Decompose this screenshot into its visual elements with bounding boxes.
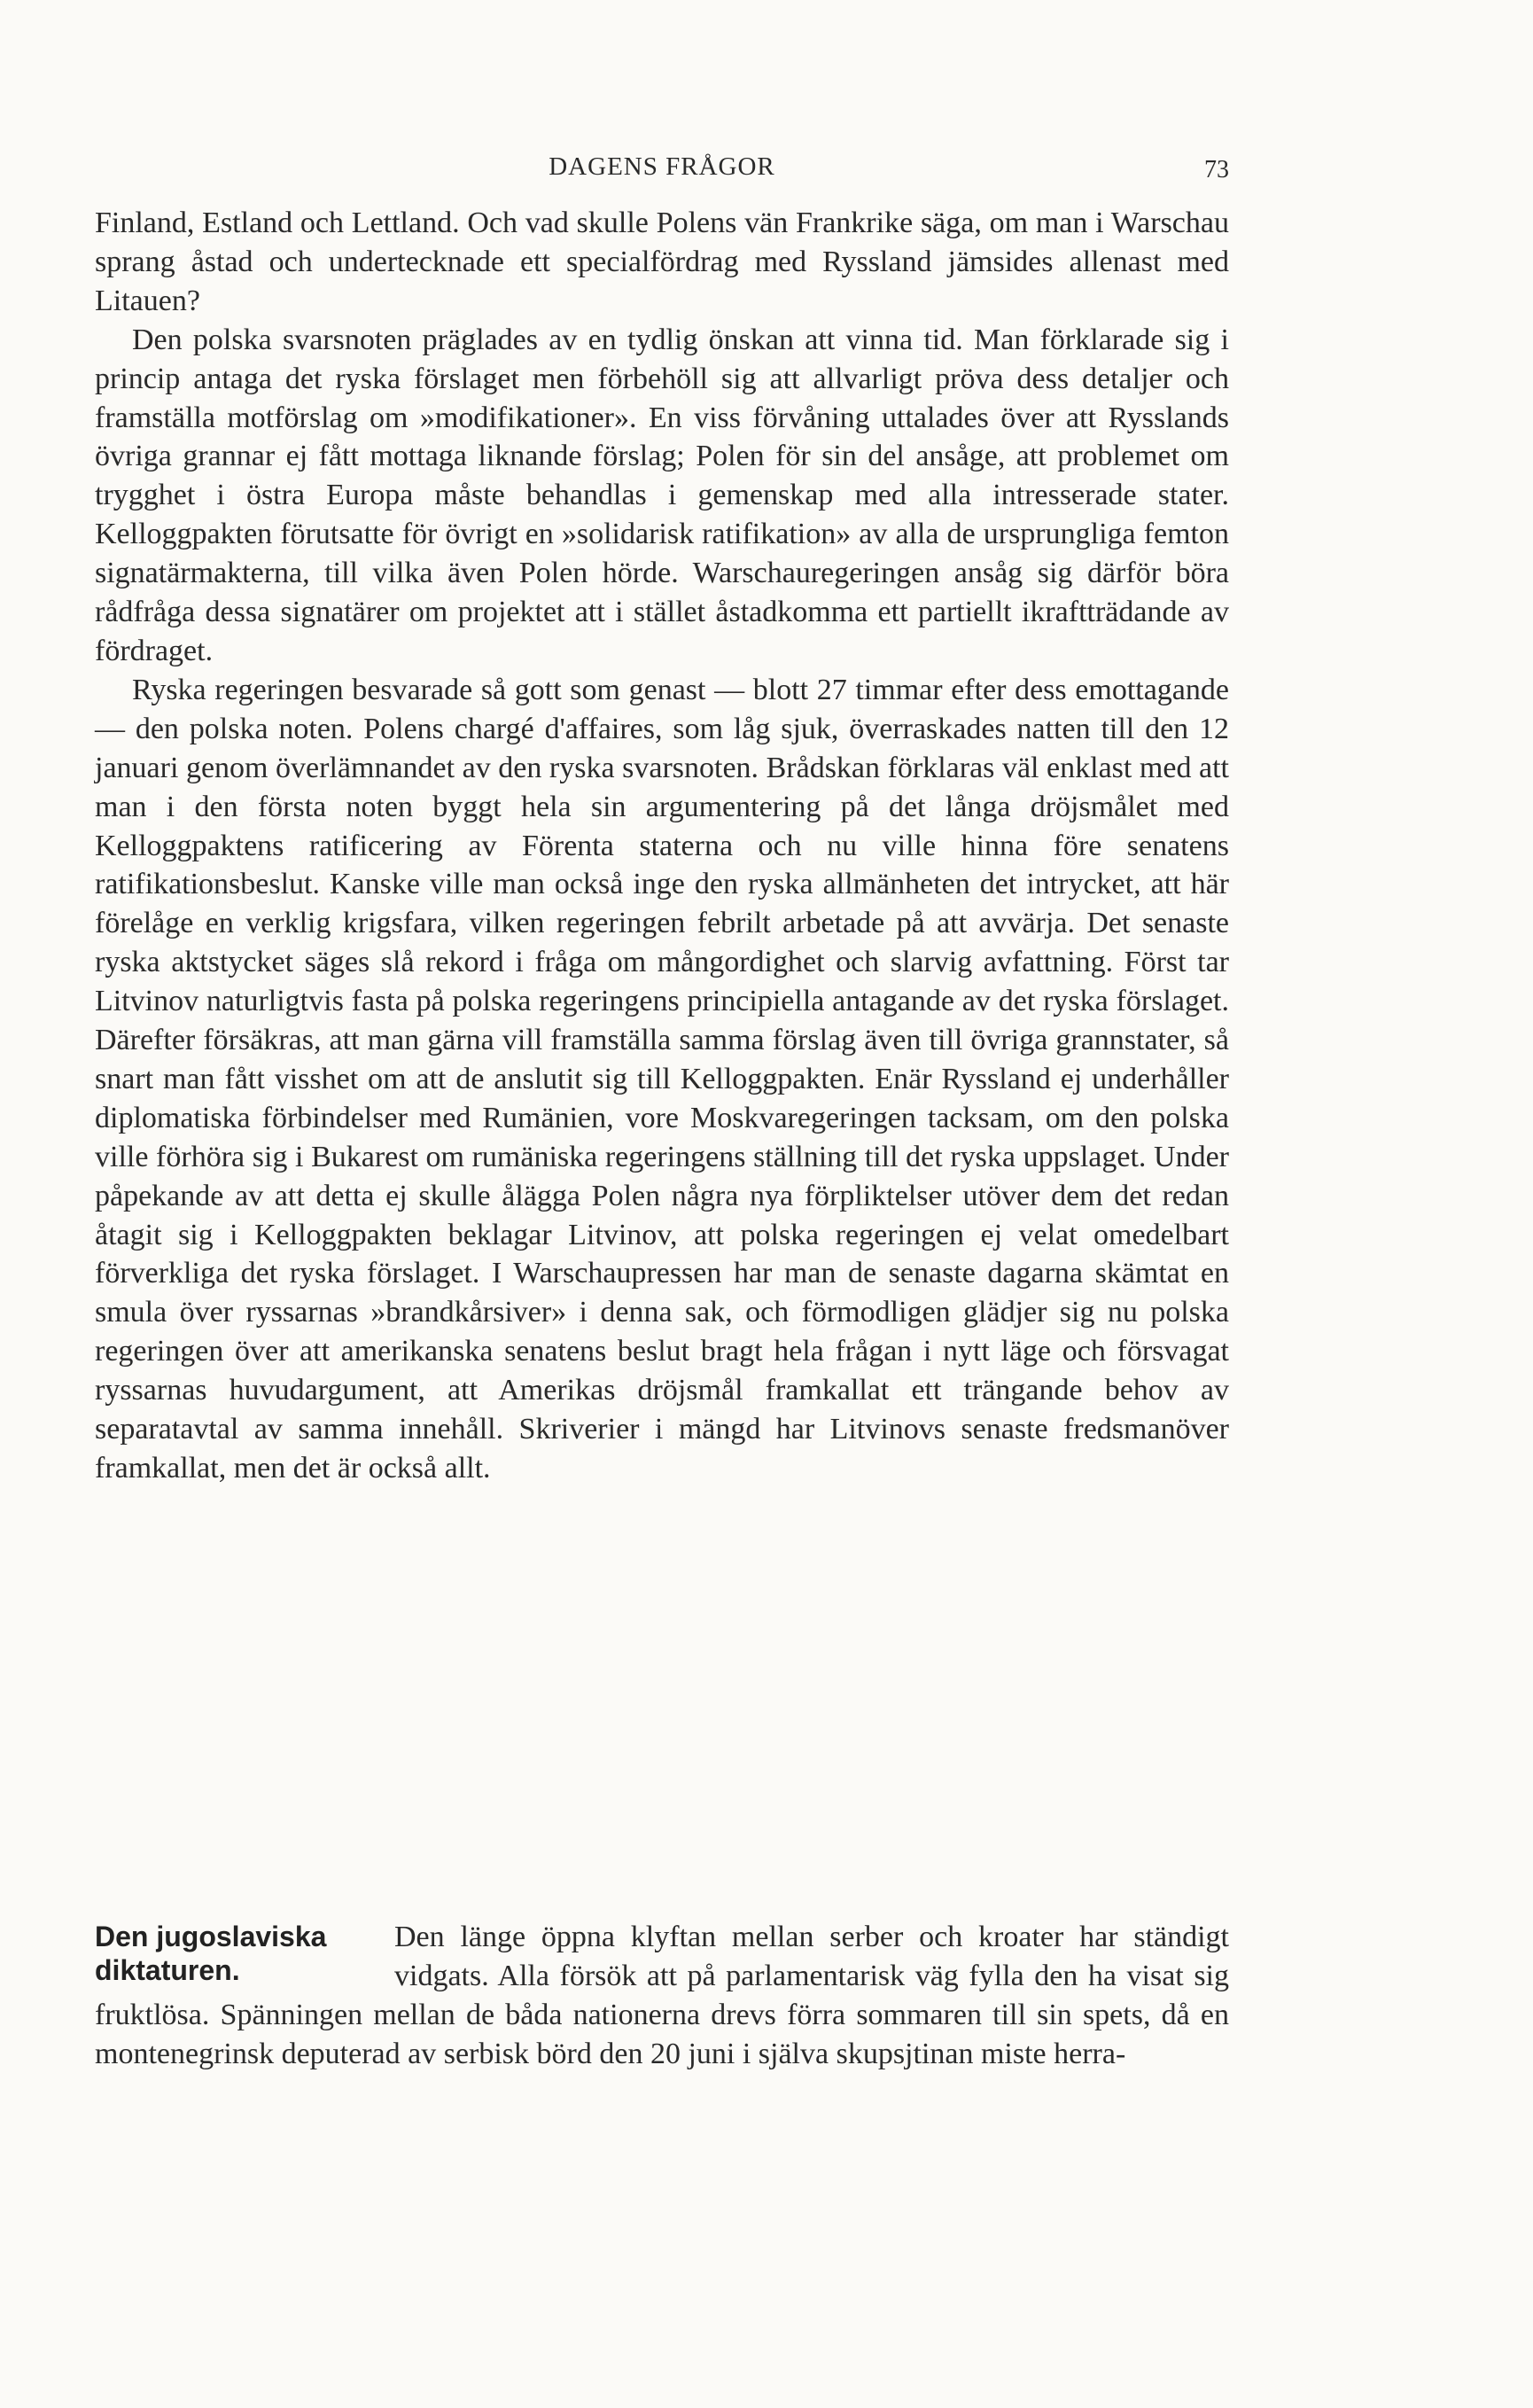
main-text xyxy=(95,204,1229,1488)
section-heading-line-2: diktaturen. xyxy=(95,1954,240,1986)
book-page xyxy=(95,0,1229,2408)
section-jugoslaviska xyxy=(95,1918,1229,2074)
paragraph-2: Den polska svarsnoten präglades av en tydlig önskan att vinna tid. Man förklarade sig i princip antaga det ryska förslaget men förbehöll sig att allvarligt pröva dess detaljer och framställa motförslag om »modifikationer». En viss förvåning uttalades över att Rysslands övriga grannar ej fått mottaga liknande förslag; Polen för sin del ansåge, att problemet om trygghet i östra Europa måste behandlas i gemenskap med alla intresserade stater. Kelloggpakten förutsatte för övrigt en »solidarisk ratifikation» av alla de ursprungliga femton signatärmakterna, till vilka även Polen hörde. Warschauregeringen ansåg sig därför böra rådfråga dessa signatärer om projektet att i stället åstadkomma ett partiellt ikraftträdande av fördraget. xyxy=(95,323,1229,667)
page-number: 73 xyxy=(1204,156,1229,183)
page-header xyxy=(95,152,1229,191)
running-title: DAGENS FRÅGOR xyxy=(549,152,775,181)
paragraph-1: Finland, Estland och Lettland. Och vad skulle Polens vän Frankrike säga, om man i Warschau sprang åstad och undertecknade ett specialfördrag med Ryssland jämsides allenast med Litauen? xyxy=(95,207,1229,317)
section-heading xyxy=(95,1920,387,1987)
section-paragraph: Den länge öppna klyftan mellan serber och kroater har ständigt vidgats. Alla försök att på parlamentarisk väg fylla den ha visat sig fruktlösa. Spänningen mellan de båda nationerna drevs förra sommaren till sin spets, då en montenegrinsk deputerad av serbisk börd den 20 juni i själva skupsjtinan miste herra- xyxy=(95,1921,1229,2070)
section-heading-line-1: Den jugoslaviska xyxy=(95,1921,327,1952)
paragraph-3: Ryska regeringen besvarade så gott som genast — blott 27 timmar efter dess emottagande — den polska noten. Polens chargé d'affaires, som låg sjuk, överraskades natten till den 12 januari genom överlämnandet av den ryska svarsnoten. Brådskan förklaras väl enklast med att man i den första noten byggt hela sin argumentering på det långa dröjsmålet med Kelloggpaktens ratificering av Förenta staterna och nu ville hinna före senatens ratifikationsbeslut. Kanske ville man också inge den ryska allmänheten det intrycket, att här förelåge en verklig krigsfara, vilken regeringen febrilt arbetade på att avvärja. Det senaste ryska aktstycket säges slå rekord i fråga om mångordighet och slarvig avfattning. Först tar Litvinov naturligtvis fasta på polska regeringens principiella antagande av det ryska förslaget. Därefter försäkras, att man gärna vill framställa samma förslag även till övriga grannstater, så snart man fått visshet om att de anslutit sig till Kelloggpakten. Enär Ryssland ej underhåller diplomatiska förbindelser med Rumänien, vore Moskvaregeringen tacksam, om den polska ville förhöra sig i Bukarest om rumäniska regeringens ställning till det ryska uppslaget. Under påpekande av att detta ej skulle ålägga Polen några nya förpliktelser utöver dem det redan åtagit sig i Kelloggpakten beklagar Litvinov, att polska regeringen ej velat omedelbart förverkliga det ryska förslaget. I Warschaupressen har man de senaste dagarna skämtat en smula över ryssarnas »brandkårsiver» i denna sak, och förmodligen glädjer sig nu polska regeringen över att amerikanska senatens beslut bragt hela frågan i nytt läge och försvagat ryssarnas huvudargument, att Amerikas dröjsmål framkallat ett trängande behov av separatavtal av samma innehåll. Skriverier i mängd har Litvinovs senaste fredsmanöver framkallat, men det är också allt. xyxy=(95,673,1229,1485)
